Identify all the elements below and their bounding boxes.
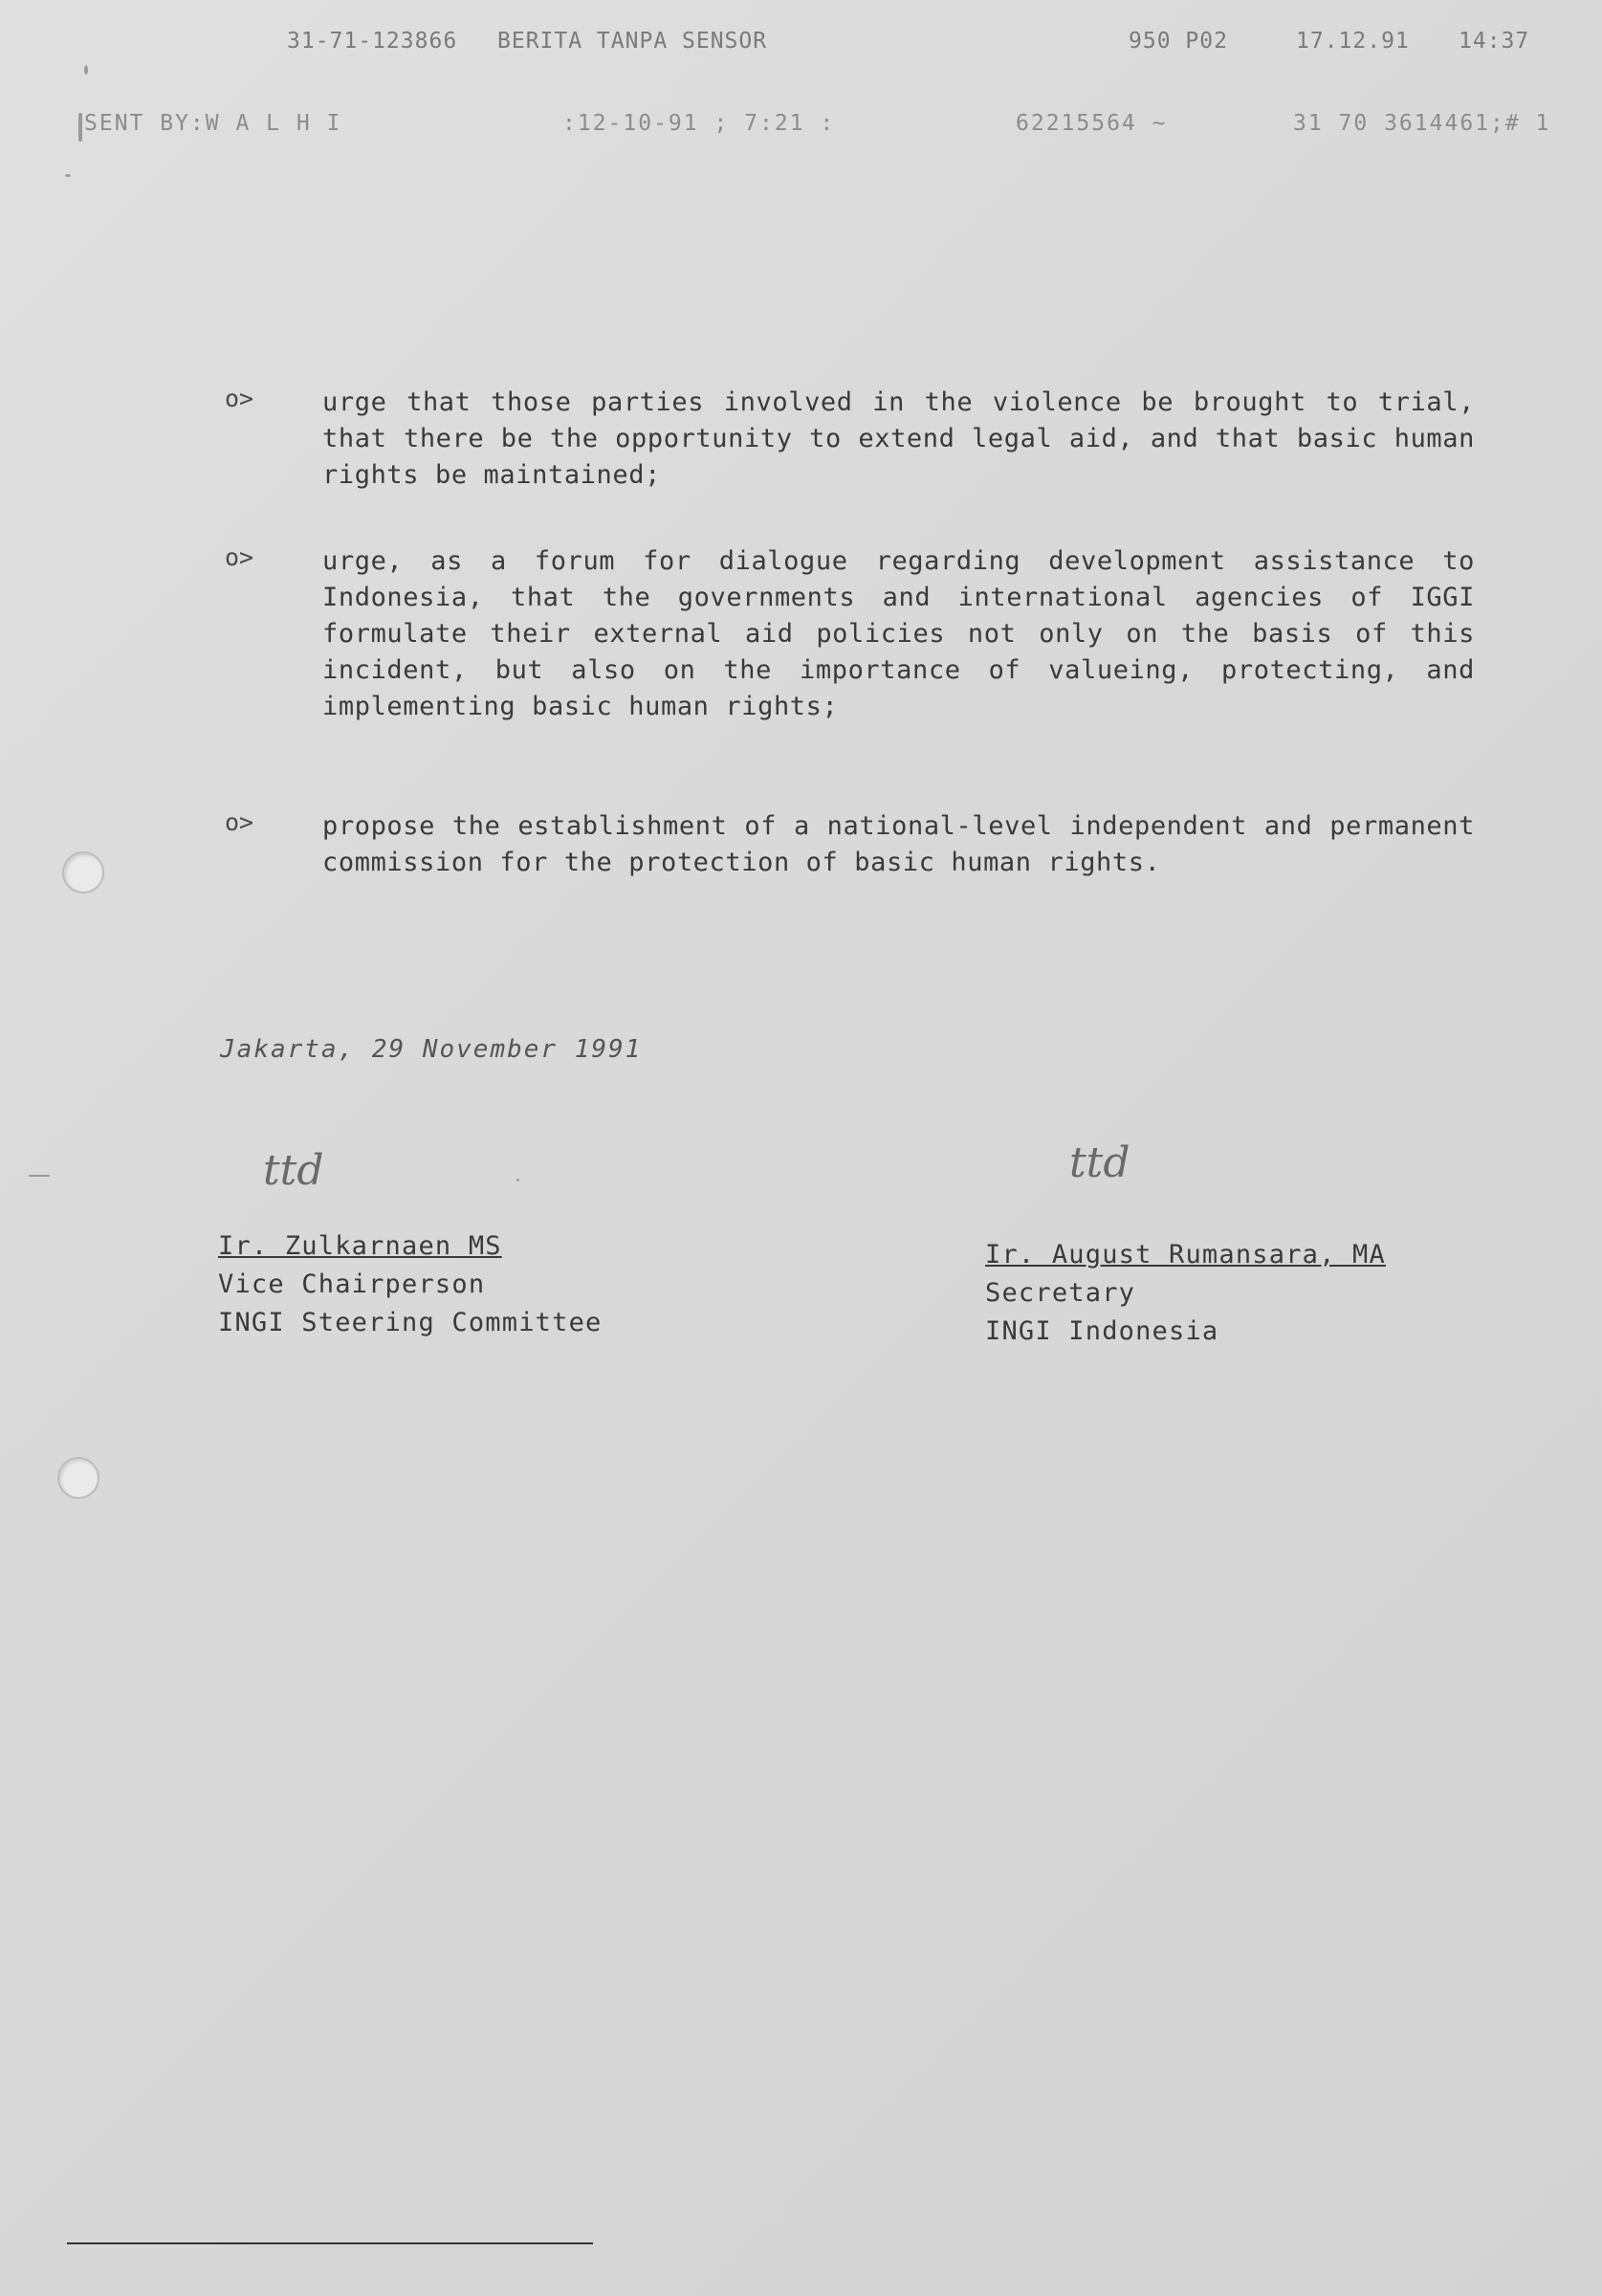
signer-organization: INGI Indonesia (985, 1316, 1219, 1346)
bullet-item: propose the establishment of a national-level independent and permanent commission for the protection of basic human rights. (322, 811, 1475, 877)
bullet-item: urge, as a forum for dialogue regarding development assistance to Indonesia, that the governments and international agencies of IGGI formulate their external aid policies not only on the basis of this incident, but also on the importance of valueing, protecting, and implementing basic human rights; (322, 546, 1475, 721)
signer-name: Ir. August Rumansara, MA (985, 1240, 1386, 1269)
fax-date: 17.12.91 (1296, 29, 1410, 54)
signer-organization: INGI Steering Committee (218, 1308, 603, 1337)
sent-from-number: 62215564 ~ (1016, 111, 1168, 136)
fax-time: 14:37 (1459, 29, 1530, 54)
bullet-marker: o> (225, 385, 254, 412)
bullet-item: urge that those parties involved in the violence be brought to trial, that there be the opportunity to extend legal aid, and that basic human rights be maintained; (322, 387, 1475, 490)
sent-by: SENT BY:W A L H I (84, 111, 342, 136)
signer-title: Vice Chairperson (218, 1269, 486, 1299)
fax-page-code: 950 P02 (1129, 29, 1228, 54)
punch-hole (57, 1457, 99, 1499)
fax-sender-name: BERITA TANPA SENSOR (497, 29, 768, 54)
signer-block-left (218, 1227, 602, 1342)
scan-speck (78, 113, 82, 142)
signer-name: Ir. Zulkarnaen MS (218, 1231, 502, 1261)
signer-block-right (985, 1236, 1386, 1351)
scan-speck (516, 1179, 519, 1181)
bullet-marker: o> (225, 543, 254, 571)
scan-speck (65, 174, 71, 177)
sent-date: :12-10-91 ; 7:21 : (562, 111, 836, 136)
scan-speck (29, 1175, 50, 1177)
signer-title: Secretary (985, 1278, 1136, 1308)
bullet-marker: o> (225, 808, 254, 836)
punch-hole (62, 851, 104, 894)
sent-to-number: 31 70 3614461;# 1 (1293, 111, 1551, 136)
fax-sender-number: 31-71-123866 (287, 29, 458, 54)
scan-speck (84, 65, 88, 75)
signature-mark-left: ttd (263, 1146, 324, 1195)
signature-mark-right: ttd (1069, 1138, 1130, 1187)
bottom-rule (67, 2242, 593, 2244)
place-date-line: Jakarta, 29 November 1991 (220, 1035, 643, 1064)
